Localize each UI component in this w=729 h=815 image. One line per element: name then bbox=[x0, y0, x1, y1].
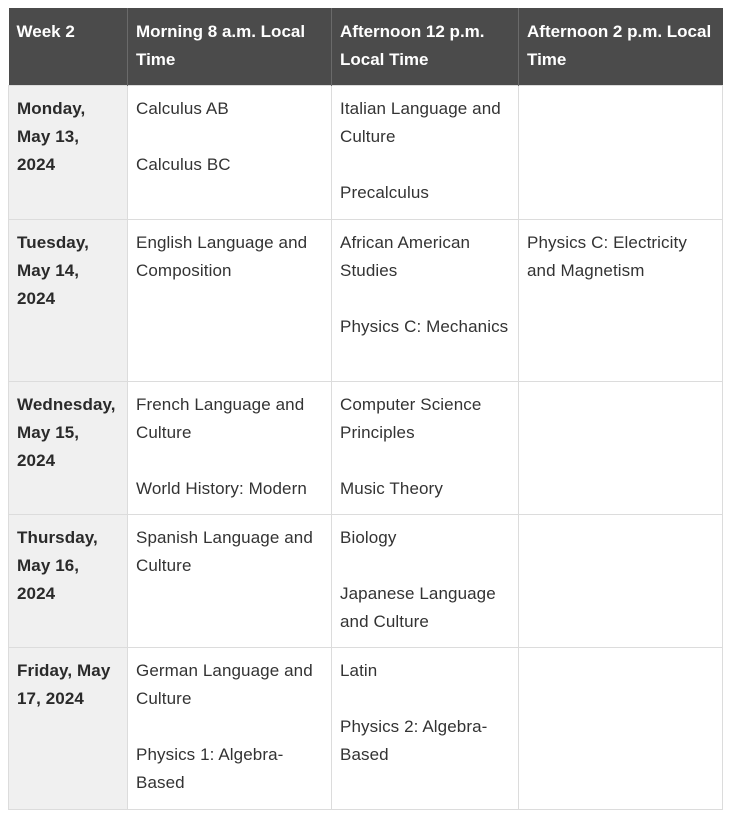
course-entry: Physics 1: Algebra-Based bbox=[136, 745, 284, 792]
course-entry: Biology bbox=[340, 528, 397, 547]
course-entry: Physics 2: Algebra-Based bbox=[340, 717, 488, 764]
day-cell: Thursday, May 16, 2024 bbox=[9, 515, 128, 648]
table-body bbox=[9, 86, 723, 810]
course-entry: Latin bbox=[340, 661, 378, 680]
table-row bbox=[9, 648, 723, 810]
course-entry: Calculus AB bbox=[136, 99, 229, 118]
course-entry: Spanish Language and Culture bbox=[136, 528, 313, 575]
afternoon-2pm-cell bbox=[519, 220, 723, 382]
header-afternoon-2pm: Afternoon 2 p.m. Local Time bbox=[519, 8, 723, 86]
course-entry: World History: Modern bbox=[136, 479, 307, 498]
morning-cell bbox=[128, 382, 332, 515]
course-entry: German Language and Culture bbox=[136, 661, 313, 708]
noon-cell bbox=[332, 648, 519, 810]
header-row bbox=[9, 8, 723, 86]
course-entry: English Language and Composition bbox=[136, 233, 308, 280]
header-week: Week 2 bbox=[9, 8, 128, 86]
course-entry: Physics C: Mechanics bbox=[340, 317, 509, 336]
course-entry: Japanese Language and Culture bbox=[340, 584, 496, 631]
course-entry: Music Theory bbox=[340, 479, 443, 498]
exam-schedule-table bbox=[8, 8, 723, 810]
noon-cell bbox=[332, 220, 519, 382]
afternoon-2pm-cell bbox=[519, 648, 723, 810]
table-row bbox=[9, 382, 723, 515]
course-entry: Calculus BC bbox=[136, 155, 231, 174]
noon-cell bbox=[332, 86, 519, 220]
afternoon-2pm-cell bbox=[519, 515, 723, 648]
header-morning-8am: Morning 8 a.m. Local Time bbox=[128, 8, 332, 86]
morning-cell bbox=[128, 86, 332, 220]
course-entry: French Language and Culture bbox=[136, 395, 305, 442]
afternoon-2pm-cell bbox=[519, 382, 723, 515]
course-entry: Physics C: Electricity and Magnetism bbox=[527, 233, 687, 280]
table-row bbox=[9, 220, 723, 382]
course-entry: Computer Science Principles bbox=[340, 395, 482, 442]
course-entry: African American Studies bbox=[340, 233, 471, 280]
afternoon-2pm-cell bbox=[519, 86, 723, 220]
morning-cell bbox=[128, 220, 332, 382]
day-cell: Monday, May 13, 2024 bbox=[9, 86, 128, 220]
day-cell: Tuesday, May 14, 2024 bbox=[9, 220, 128, 382]
header-afternoon-12pm: Afternoon 12 p.m. Local Time bbox=[332, 8, 519, 86]
noon-cell bbox=[332, 515, 519, 648]
morning-cell bbox=[128, 648, 332, 810]
schedule-container bbox=[8, 8, 722, 810]
day-cell: Wednesday, May 15, 2024 bbox=[9, 382, 128, 515]
day-cell: Friday, May 17, 2024 bbox=[9, 648, 128, 810]
table-row bbox=[9, 515, 723, 648]
noon-cell bbox=[332, 382, 519, 515]
table-row bbox=[9, 86, 723, 220]
morning-cell bbox=[128, 515, 332, 648]
course-entry: Precalculus bbox=[340, 183, 429, 202]
table-header bbox=[9, 8, 723, 86]
course-entry: Italian Language and Culture bbox=[340, 99, 501, 146]
